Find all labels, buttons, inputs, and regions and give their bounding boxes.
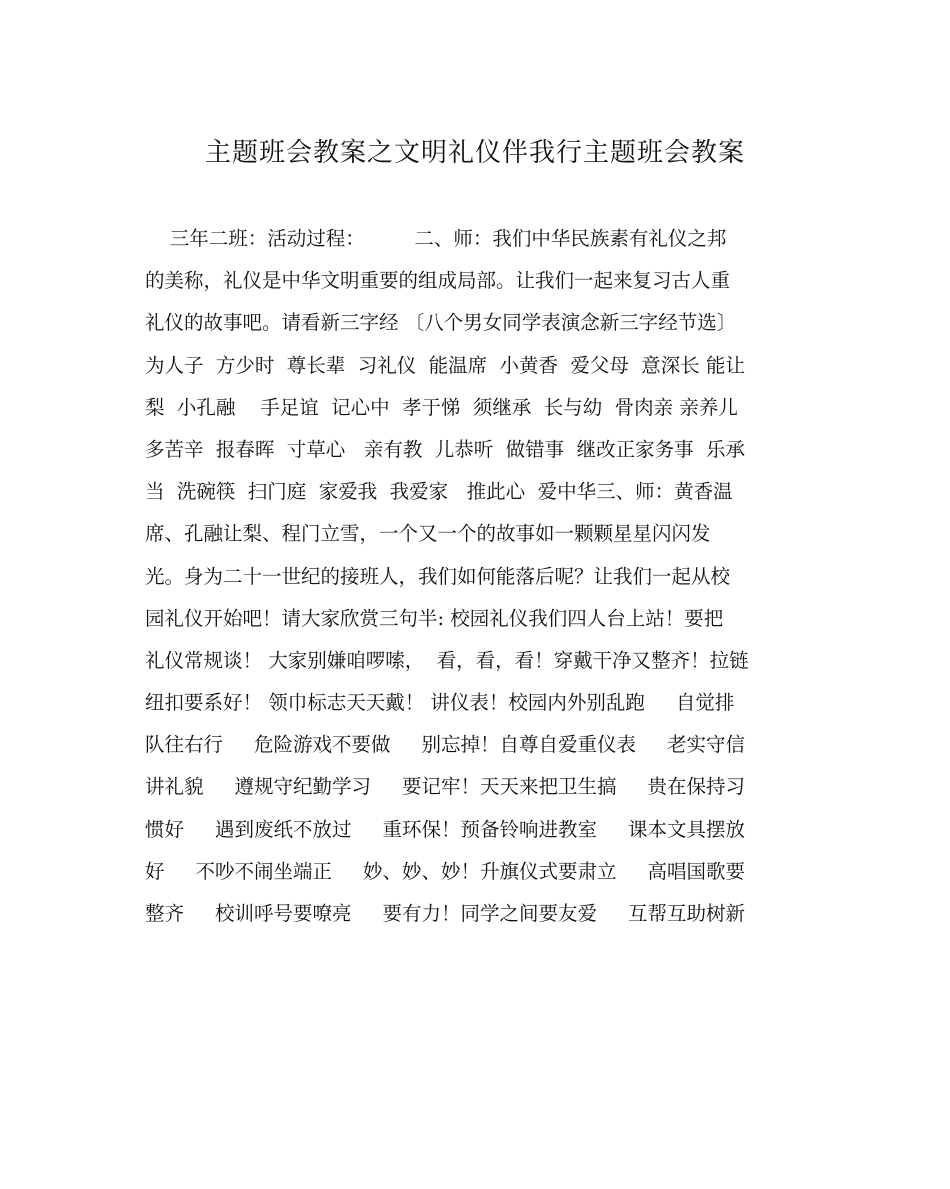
body-line: 三年二班：活动过程： 二、师：我们中华民族素有礼仪之邦	[145, 227, 727, 250]
body-line: 礼仪常规谈！ 大家别嫌咱啰嗦， 看，看，看！穿戴干净又整齐！拉链	[145, 648, 749, 672]
page-title: 主题班会教案之文明礼仪伴我行主题班会教案	[204, 138, 745, 168]
body-line: 惯好 遇到废纸不放过 重环保！预备铃响进教室 课本文具摆放	[145, 817, 745, 841]
body-line: 讲礼貌 遵规守纪勤学习 要记牢！天天来把卫生搞 贵在保持习	[145, 775, 745, 799]
body-line: 席、孔融让梨、程门立雪，一个又一个的故事如一颗颗星星闪闪发	[145, 522, 711, 546]
body-line: 礼仪的故事吧。请看新三字经 〔八个男女同学表演念新三字经节选〕	[145, 311, 737, 335]
body-line: 光。身为二十一世纪的接班人，我们如何能落后呢？让我们一起从校	[145, 564, 731, 588]
body-line: 多苦辛 报春晖 寸草心 亲有教 儿恭听 做错事 继改正家务事 乐承	[145, 437, 745, 461]
body-text	[145, 218, 825, 935]
body-line: 整齐 校训呼号要嘹亮 要有力！同学之间要友爱 互帮互助树新	[145, 902, 745, 925]
body-line: 园礼仪开始吧！请大家欣赏三句半: 校园礼仪我们四人台上站！要把	[145, 606, 724, 630]
body-line: 当 洗碗筷 扫门庭 家爱我 我爱家 推此心 爱中华三、师：黄香温	[145, 480, 733, 504]
body-line: 梨 小孔融 手足谊 记心中 孝于悌 须继承 长与幼 骨肉亲 亲养儿	[145, 395, 738, 419]
body-line: 纽扣要系好！ 领巾标志天天戴！ 讲仪表！校园内外别乱跑 自觉排	[145, 691, 735, 715]
body-line: 队往右行 危险游戏不要做 别忘掉！自尊自爱重仪表 老实守信	[145, 733, 745, 757]
body-line: 为人子 方少时 尊长辈 习礼仪 能温席 小黄香 爱父母 意深长 能让	[145, 353, 745, 377]
body-line: 的美称，礼仪是中华文明重要的组成局部。让我们一起来复习古人重	[145, 269, 731, 293]
body-line: 好 不吵不闹坐端正 妙、妙、妙！升旗仪式要肃立 高唱国歌要	[145, 859, 745, 883]
